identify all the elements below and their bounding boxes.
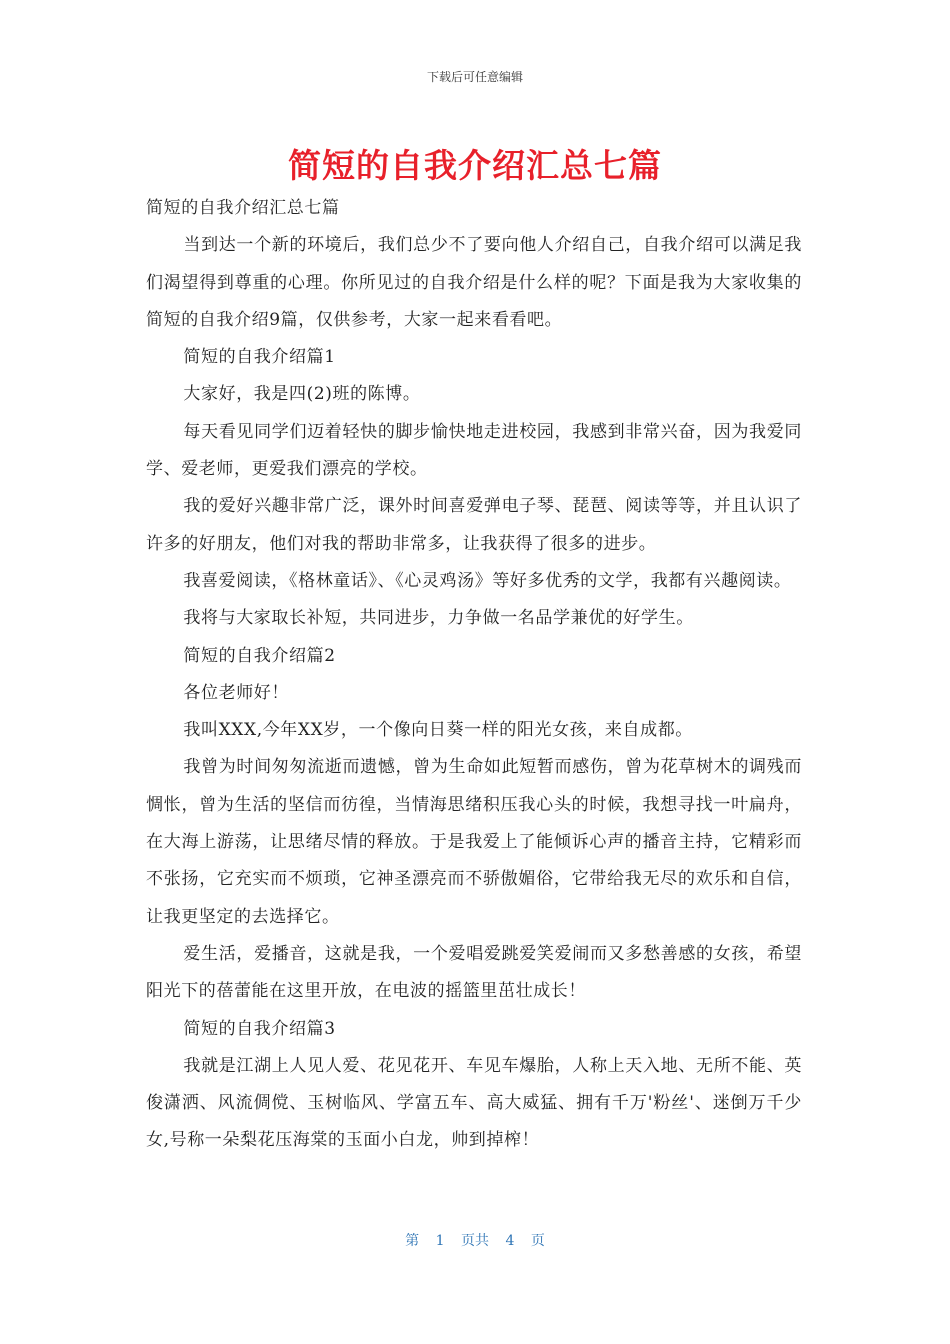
- document-title: 简短的自我介绍汇总七篇: [288, 146, 662, 185]
- document-body: [146, 190, 802, 1160]
- section-heading-1: 简短的自我介绍篇1: [183, 347, 336, 368]
- paragraph: 我将与大家取长补短，共同进步，力争做一名品学兼优的好学生。: [183, 608, 694, 629]
- page-number: 1: [435, 1233, 445, 1249]
- paragraph: 大家好，我是四(2)班的陈博。: [183, 384, 421, 405]
- header-note: 下载后可任意编辑: [426, 70, 523, 84]
- footer-suffix: 页: [530, 1233, 545, 1249]
- paragraph: 我叫XXX,今年XX岁，一个像向日葵一样的阳光女孩，来自成都。: [183, 720, 693, 741]
- document-subtitle: 简短的自我介绍汇总七篇: [146, 198, 340, 218]
- paragraph: 各位老师好！: [183, 682, 289, 703]
- paragraph: 我的爱好兴趣非常广泛，课外时间喜爱弹电子琴、琵琶、阅读等等，并且认识了许多的好朋友，他们对我的帮助非常多，让我获得了很多的进步。: [146, 496, 802, 554]
- section-heading-3: 简短的自我介绍篇3: [183, 1018, 336, 1039]
- paragraph: 我曾为时间匆匆流逝而遗憾，曾为生命如此短暂而感伤，曾为花草树木的调残而惆怅，曾为生活的坚信而彷徨，当情海思绪积压我心头的时候，我想寻找一叶扁舟，在大海上游荡，让思绪尽情的释放。于是我爱上了能倾诉心声的播音主持，它精彩而不张扬，它充实而不烦琐，它神圣漂亮而不骄傲媚俗，它带给我无尽的欢乐和自信，让我更坚定的去选择它。: [146, 757, 802, 927]
- paragraph: 爱生活，爱播音，这就是我，一个爱唱爱跳爱笑爱闹而又多愁善感的女孩，希望阳光下的蓓蕾能在这里开放，在电波的摇篮里茁壮成长！: [146, 943, 802, 1002]
- paragraph: 我就是江湖上人见人爱、花见花开、车见车爆胎，人称上天入地、无所不能、英俊潇洒、风流倜傥、玉树临风、学富五车、高大威猛、拥有千万'粉丝'、迷倒万千少女,号称一朵梨花压海棠的玉面小白龙，帅到掉榨！: [146, 1055, 802, 1151]
- intro-paragraph: 当到达一个新的环境后，我们总少不了要向他人介绍自己，自我介绍可以满足我们渴望得到尊重的心理。你所见过的自我介绍是什么样的呢？下面是我为大家收集的简短的自我介绍9篇，仅供参考，大家一起来看看吧。: [146, 235, 802, 330]
- section-heading-2: 简短的自我介绍篇2: [183, 645, 336, 666]
- page-footer: [0, 1230, 950, 1250]
- page-total: 4: [505, 1233, 515, 1249]
- paragraph: 每天看见同学们迈着轻快的脚步愉快地走进校园，我感到非常兴奋，因为我爱同学、爱老师，更爱我们漂亮的学校。: [146, 421, 802, 480]
- footer-prefix: 第: [405, 1233, 420, 1249]
- paragraph: 我喜爱阅读，《格林童话》、《心灵鸡汤》等好多优秀的文学，我都有兴趣阅读。: [183, 570, 792, 591]
- footer-mid: 页共: [461, 1233, 489, 1249]
